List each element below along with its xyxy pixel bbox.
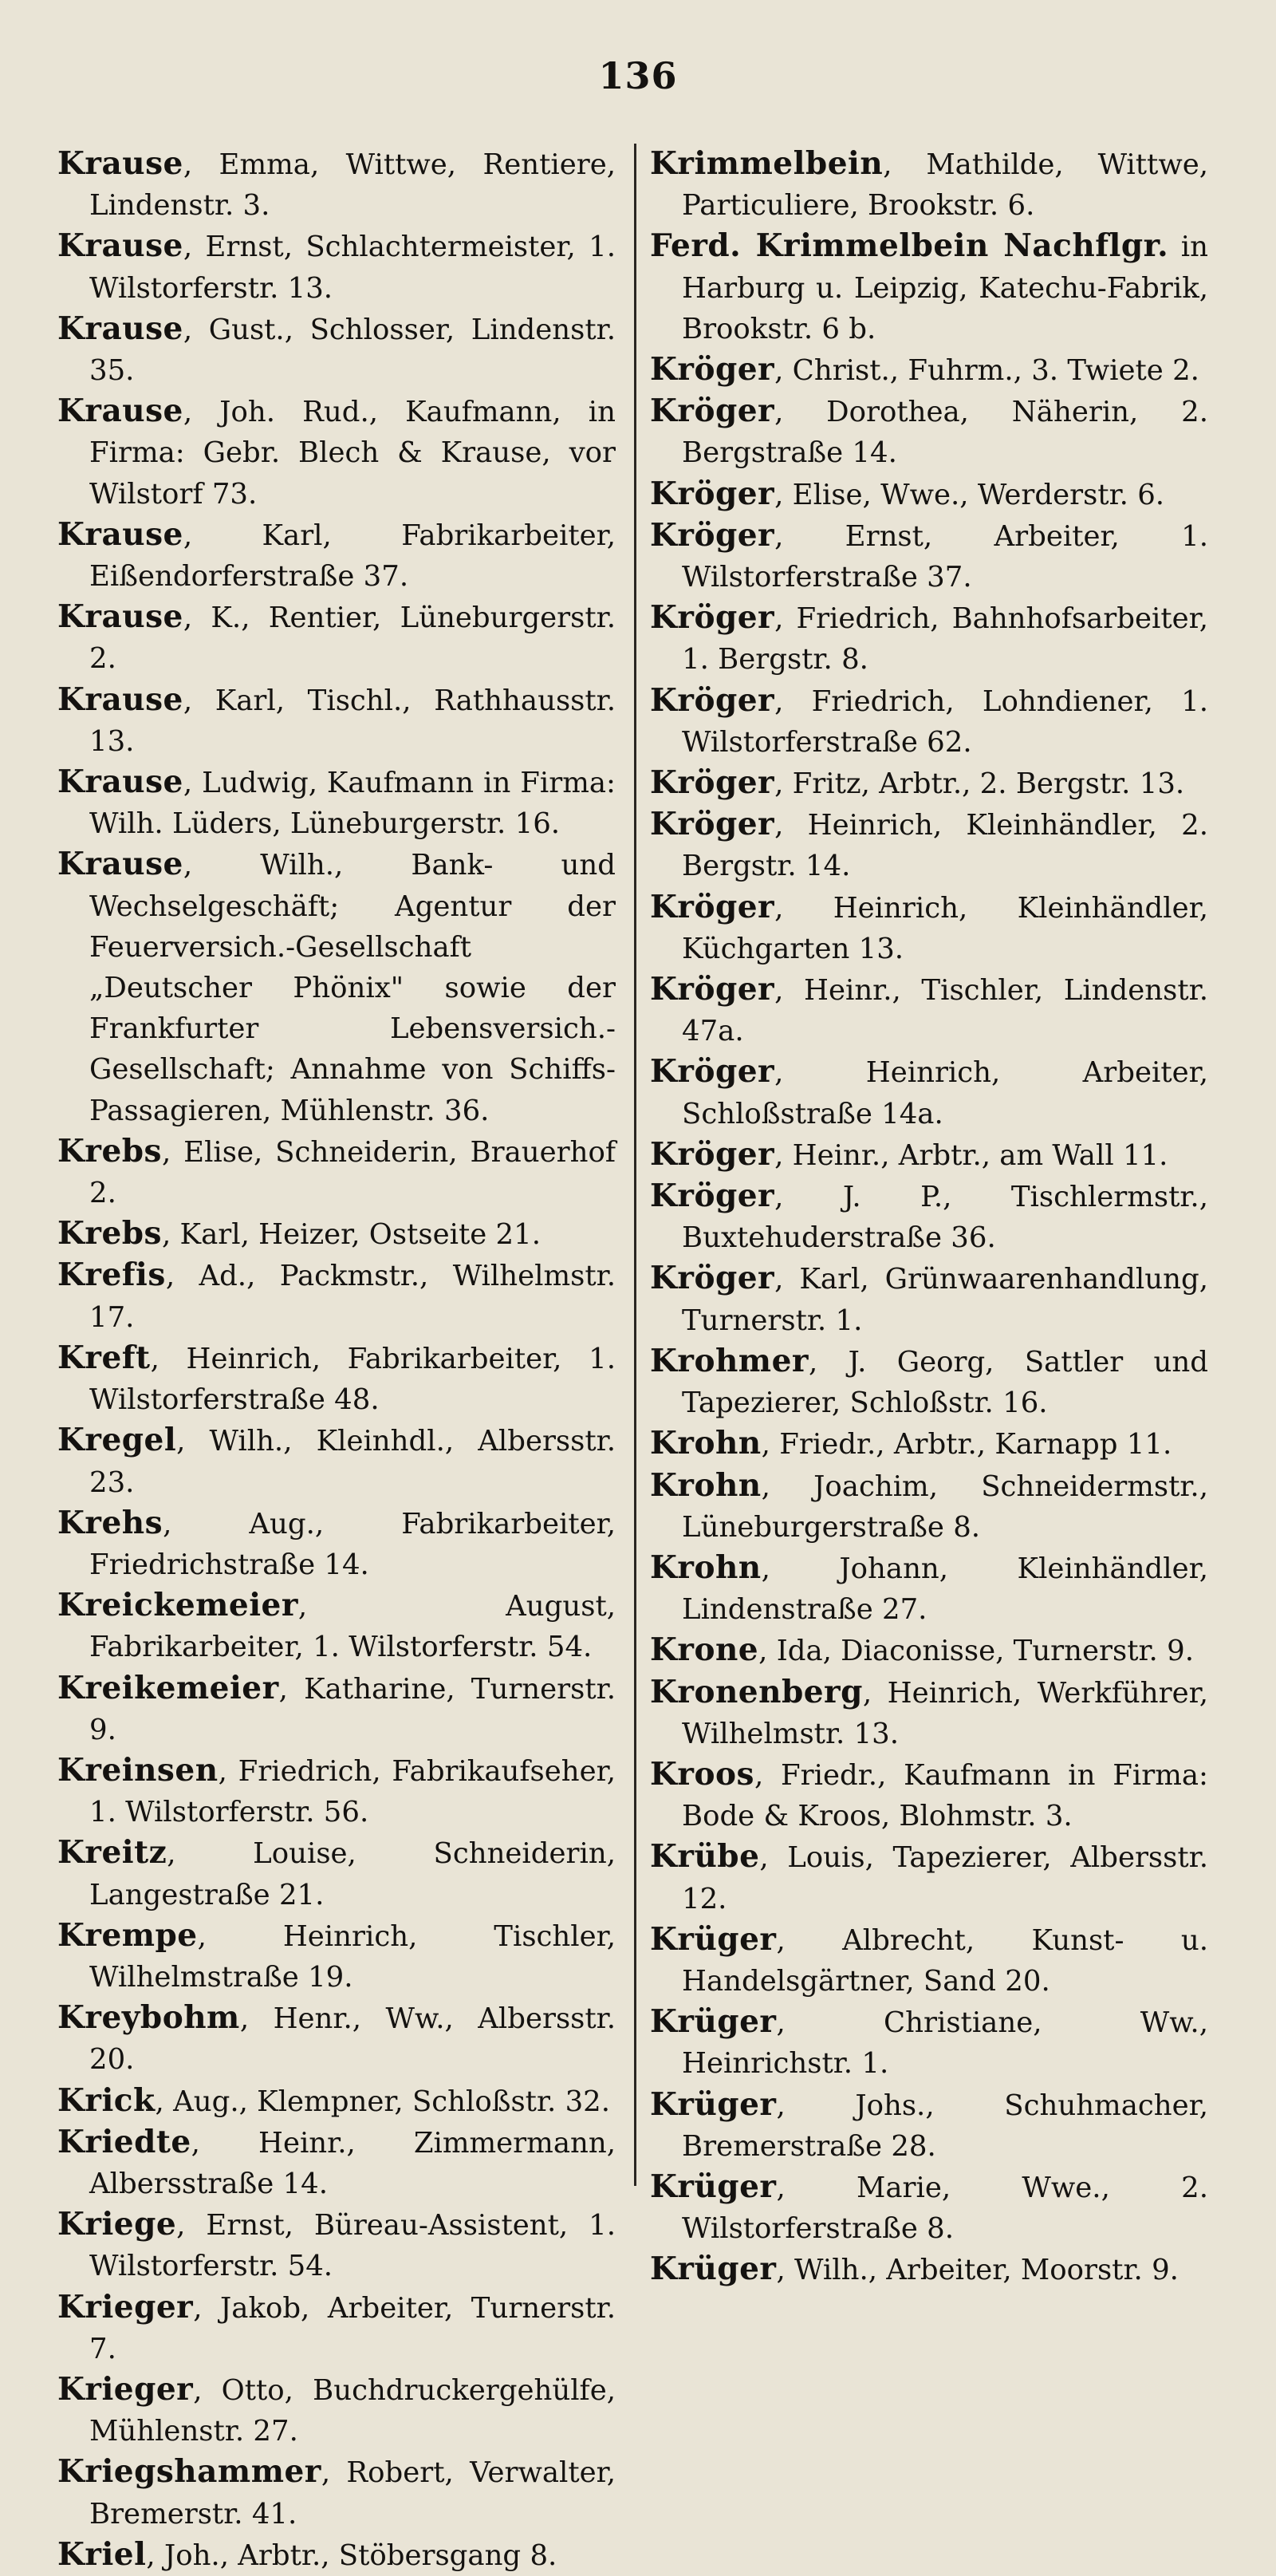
entry-details: , Ernst, Arbeiter, 1. Wilstorferstraße 37.	[682, 519, 1208, 594]
entry-surname: Krause	[57, 145, 183, 182]
entry-details: , J. P., Tischlermstr., Buxtehuderstraße 36.	[682, 1181, 1208, 1255]
entry-surname: Krüger	[650, 2251, 777, 2288]
entry-surname: Krieger	[57, 2370, 194, 2408]
directory-entry	[650, 1176, 1208, 1258]
directory-entry	[650, 1919, 1208, 2002]
entry-surname: Ferd. Krimmelbein Nachflgr.	[650, 227, 1169, 265]
directory-entry	[650, 1051, 1208, 1134]
entry-surname: Kröger	[650, 1260, 775, 1297]
entry-surname: Kreinsen	[57, 1751, 219, 1789]
directory-entry	[57, 1503, 616, 1585]
directory-entry	[650, 763, 1208, 804]
directory-entry	[57, 1585, 616, 1667]
entry-details: , Heinr., Tischler, Lindenstr. 47a.	[682, 974, 1208, 1048]
directory-entry	[650, 598, 1208, 680]
entry-surname: Krebs	[57, 1215, 162, 1252]
entry-surname: Krause	[57, 763, 183, 801]
entry-details: , Joachim, Schneidermstr., Lüneburgerstraße 8.	[682, 1469, 1208, 1544]
directory-entry	[57, 1832, 616, 1915]
entry-details: , Wilh., Bank- und Wechselgeschäft; Agentur der Feuerversich.-Gesellschaft „Deutscher Phönix" sowie der Frankfurter Lebensversich.-Gesellschaft; Annahme von Schiffs-Passagieren, Mühlenstr. 36.	[89, 849, 616, 1127]
directory-entry	[57, 144, 616, 226]
entry-details: , Heinr., Zimmermann, Albersstraße 14.	[89, 2126, 616, 2200]
entry-details: , Wilh., Arbeiter, Moorstr. 9.	[776, 2254, 1179, 2287]
column-divider	[634, 144, 636, 2186]
entry-surname: Krause	[57, 310, 183, 347]
directory-entry	[650, 2002, 1208, 2084]
entry-surname: Krone	[650, 1631, 759, 1669]
entry-surname: Kröger	[650, 1178, 775, 1215]
entry-surname: Krohmer	[650, 1342, 809, 1379]
directory-entry	[650, 2085, 1208, 2167]
entry-details: , Ernst, Büreau-Assistent, 1. Wilstorferstr. 54.	[89, 2209, 616, 2283]
directory-entry	[57, 1213, 616, 1255]
entry-surname: Kregel	[57, 1422, 177, 1459]
entry-details: , Katharine, Turnerstr. 9.	[89, 1672, 616, 1746]
entry-details: in Harburg u. Leipzig, Katechu-Fabrik, Brookstr. 6 b.	[682, 231, 1208, 345]
entry-details: , Heinrich, Arbeiter, Schloßstraße 14a.	[682, 1056, 1208, 1130]
left-column	[57, 144, 616, 2576]
entry-details: , Gust., Schlosser, Lindenstr. 35.	[89, 313, 616, 388]
entry-details: , Heinr., Arbtr., am Wall 11.	[774, 1138, 1168, 1172]
directory-entry	[650, 2249, 1208, 2290]
entry-details: , Friedrich, Bahnhofsarbeiter, 1. Bergstr. 8.	[682, 602, 1208, 677]
entry-surname: Krefis	[57, 1256, 166, 1294]
page-number: 136	[598, 54, 678, 97]
entry-surname: Krause	[57, 227, 183, 265]
entry-details: , Louise, Schneiderin, Langestraße 21.	[89, 1837, 616, 1911]
entry-details: , Joh. Rud., Kaufmann, in Firma: Gebr. Blech & Krause, vor Wilstorf 73.	[89, 396, 616, 511]
entry-details: , K., Rentier, Lüneburgerstr. 2.	[89, 602, 616, 676]
entry-surname: Krempe	[57, 1916, 198, 1954]
entry-details: , Dorothea, Näherin, 2. Bergstraße 14.	[682, 396, 1208, 470]
entry-details: , Mathilde, Wittwe, Particuliere, Brookstr. 6.	[682, 148, 1208, 223]
directory-entry	[650, 887, 1208, 969]
entry-details: , Fritz, Arbtr., 2. Bergstr. 13.	[774, 767, 1185, 801]
entry-surname: Krause	[57, 598, 183, 636]
directory-entry	[650, 1423, 1208, 1465]
entry-details: , Ernst, Schlachtermeister, 1. Wilstorferstr. 13.	[89, 231, 616, 305]
entry-details: , Louis, Tapezierer, Albersstr. 12.	[682, 1841, 1208, 1915]
entry-surname: Kröger	[650, 764, 775, 802]
entry-details: , Johs., Schuhmacher, Bremerstraße 28.	[682, 2089, 1208, 2163]
entry-surname: Kroos	[650, 1755, 754, 1793]
directory-entry	[650, 969, 1208, 1051]
entry-surname: Kröger	[650, 681, 775, 719]
directory-entry	[57, 2535, 616, 2576]
entry-surname: Krieger	[57, 2288, 194, 2326]
entry-surname: Kriel	[57, 2535, 147, 2573]
directory-entry	[650, 349, 1208, 391]
entry-details: , Heinrich, Tischler, Wilhelmstraße 19.	[89, 1919, 616, 1994]
entry-surname: Kreitz	[57, 1834, 167, 1872]
entry-details: , Wilh., Kleinhdl., Albersstr. 23.	[89, 1425, 616, 1499]
entry-surname: Kronenberg	[650, 1673, 863, 1710]
entry-surname: Kriegshammer	[57, 2453, 321, 2491]
entry-details: , Friedrich, Lohndiener, 1. Wilstorferstraße 62.	[682, 684, 1208, 759]
directory-entry	[57, 762, 616, 844]
entry-details: , Friedr., Arbtr., Karnapp 11.	[761, 1428, 1172, 1462]
entry-surname: Kröger	[650, 1135, 775, 1173]
entry-surname: Kreft	[57, 1339, 151, 1376]
entry-details: , Otto, Buchdruckergehülfe, Mühlenstr. 27.	[89, 2373, 616, 2448]
entry-details: , Heinrich, Kleinhändler, 2. Bergstr. 14.	[682, 809, 1208, 883]
entry-surname: Krause	[57, 680, 183, 718]
right-column	[650, 144, 1208, 2291]
entry-details: , Albrecht, Kunst- u. Handelsgärtner, Sand 20.	[682, 1923, 1208, 1998]
entry-surname: Kröger	[650, 351, 775, 389]
entry-surname: Krause	[57, 393, 183, 430]
entry-surname: Krüger	[650, 1920, 777, 1958]
directory-entry	[650, 226, 1208, 349]
directory-entry	[57, 1131, 616, 1213]
directory-entry	[57, 1338, 616, 1420]
directory-entry	[57, 309, 616, 391]
directory-entry	[57, 1255, 616, 1337]
entry-surname: Krüger	[650, 2085, 777, 2123]
entry-details: , Heinrich, Kleinhändler, Küchgarten 13.	[682, 891, 1208, 965]
directory-entry	[650, 1630, 1208, 1671]
entry-surname: Kröger	[650, 599, 775, 637]
entry-surname: Krick	[57, 2081, 156, 2119]
entry-details: , Marie, Wwe., 2. Wilstorferstraße 8.	[682, 2171, 1208, 2246]
directory-entry	[57, 2204, 616, 2286]
entry-surname: Kröger	[650, 516, 775, 554]
directory-entry	[57, 226, 616, 308]
directory-entry	[57, 391, 616, 515]
entry-details: , Jakob, Arbeiter, Turnerstr. 7.	[89, 2291, 616, 2365]
directory-entry	[57, 2369, 616, 2452]
entry-details: , Elise, Schneiderin, Brauerhof 2.	[89, 1135, 616, 1210]
directory-entry	[650, 1466, 1208, 1548]
entry-details: , Karl, Heizer, Ostseite 21.	[161, 1218, 541, 1252]
directory-entry	[57, 1750, 616, 1832]
directory-entry	[57, 515, 616, 597]
directory-entry	[57, 2287, 616, 2369]
directory-entry	[650, 391, 1208, 473]
entry-surname: Krause	[57, 515, 183, 553]
entry-details: , Joh., Arbtr., Stöbersgang 8.	[146, 2539, 557, 2572]
entry-surname: Kröger	[650, 888, 775, 925]
directory-entry	[57, 844, 616, 1130]
entry-details: , Ida, Diaconisse, Turnerstr. 9.	[758, 1635, 1194, 1668]
directory-entry	[650, 1672, 1208, 1754]
entry-surname: Krohn	[650, 1466, 762, 1504]
directory-entry	[650, 1754, 1208, 1836]
entry-details: , Karl, Fabrikarbeiter, Eißendorferstraße 37.	[89, 519, 616, 594]
directory-entry	[650, 1548, 1208, 1630]
directory-entry	[650, 474, 1208, 515]
entry-details: , Henr., Ww., Albersstr. 20.	[89, 2002, 616, 2077]
entry-details: , Robert, Verwalter, Bremerstr. 41.	[89, 2456, 616, 2531]
directory-entry	[650, 1836, 1208, 1919]
entry-surname: Kröger	[650, 971, 775, 1008]
directory-entry	[650, 515, 1208, 598]
entry-surname: Krause	[57, 846, 183, 883]
entry-surname: Kreikemeier	[57, 1669, 279, 1706]
entry-details: , Ludwig, Kaufmann in Firma: Wilh. Lüders, Lüneburgerstr. 16.	[89, 767, 616, 841]
entry-surname: Kriedte	[57, 2123, 191, 2160]
directory-entry	[650, 804, 1208, 886]
entry-details: , J. Georg, Sattler und Tapezierer, Schloßstr. 16.	[682, 1345, 1208, 1420]
entry-surname: Kröger	[650, 475, 775, 512]
directory-entry	[650, 1258, 1208, 1340]
directory-entry	[57, 1420, 616, 1502]
entry-surname: Kröger	[650, 806, 775, 843]
entry-details: , August, Fabrikarbeiter, 1. Wilstorferstr. 54.	[89, 1590, 616, 1664]
entry-details: , Elise, Wwe., Werderstr. 6.	[774, 478, 1165, 511]
directory-entry	[57, 597, 616, 679]
directory-entry	[57, 2081, 616, 2122]
entry-surname: Krimmelbein	[650, 145, 884, 182]
entry-details: , Friedrich, Fabrikaufseher, 1. Wilstorferstr. 56.	[89, 1754, 616, 1829]
directory-entry	[57, 1998, 616, 2080]
entry-surname: Krehs	[57, 1504, 163, 1541]
entry-details: , Johann, Kleinhändler, Lindenstraße 27.	[682, 1552, 1208, 1627]
entry-surname: Krohn	[650, 1425, 762, 1462]
directory-entry	[650, 144, 1208, 226]
entry-surname: Kreickemeier	[57, 1587, 298, 1624]
directory-entry	[650, 680, 1208, 763]
entry-details: , Aug., Fabrikarbeiter, Friedrichstraße 14.	[89, 1507, 616, 1581]
entry-surname: Krebs	[57, 1132, 162, 1170]
directory-entry	[57, 2122, 616, 2204]
entry-details: , Karl, Tischl., Rathhausstr. 13.	[89, 684, 616, 758]
directory-entry	[650, 1341, 1208, 1423]
directory-entry	[57, 2452, 616, 2534]
entry-details: , Karl, Grünwaarenhandlung, Turnerstr. 1.	[682, 1263, 1208, 1337]
entry-details: , Ad., Packmstr., Wilhelmstr. 17.	[89, 1260, 616, 1334]
entry-surname: Kreybohm	[57, 1999, 240, 2037]
entry-surname: Kröger	[650, 393, 775, 430]
entry-surname: Kröger	[650, 1053, 775, 1091]
entry-surname: Krüger	[650, 2168, 777, 2205]
entry-details: , Aug., Klempner, Schloßstr. 32.	[155, 2085, 611, 2118]
entry-details: , Christiane, Ww., Heinrichstr. 1.	[682, 2006, 1208, 2081]
entry-details: , Emma, Wittwe, Rentiere, Lindenstr. 3.	[89, 148, 616, 223]
directory-entry	[650, 1134, 1208, 1176]
directory-entry	[57, 680, 616, 762]
directory-entry	[57, 1668, 616, 1750]
entry-details: , Heinrich, Fabrikarbeiter, 1. Wilstorferstraße 48.	[89, 1342, 616, 1417]
entry-surname: Kriege	[57, 2206, 177, 2243]
directory-entry	[650, 2167, 1208, 2249]
entry-details: , Friedr., Kaufmann in Firma: Bode & Kroos, Blohmstr. 3.	[682, 1758, 1208, 1833]
entry-surname: Krohn	[650, 1548, 762, 1586]
directory-entry	[57, 1915, 616, 1998]
entry-surname: Krüger	[650, 2003, 777, 2041]
entry-details: , Heinrich, Werkführer, Wilhelmstr. 13.	[682, 1676, 1208, 1750]
entry-surname: Krübe	[650, 1838, 760, 1876]
entry-details: , Christ., Fuhrm., 3. Twiete 2.	[774, 354, 1199, 388]
